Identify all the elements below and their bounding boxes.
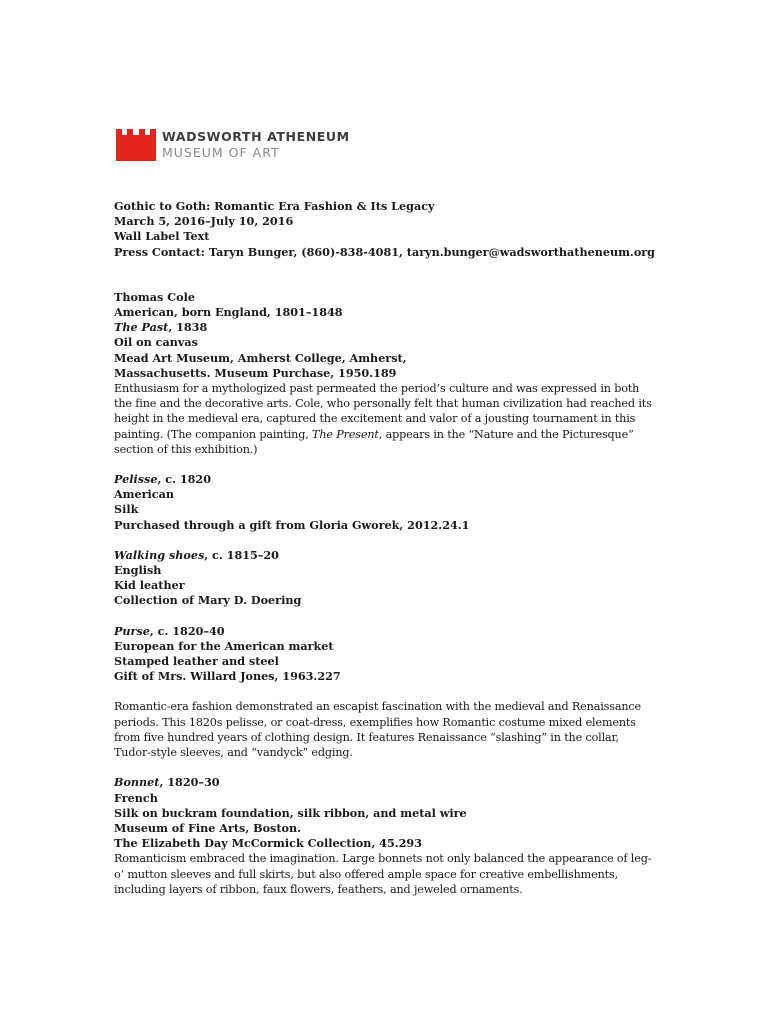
bonnet-title: Bonnet: [114, 775, 160, 790]
credit-line-1: Mead Art Museum, Amherst College, Amherst,: [114, 350, 407, 365]
pelisse-origin: American: [114, 487, 174, 502]
work-title: The Past: [114, 320, 169, 335]
work-medium: Oil on canvas: [114, 335, 198, 350]
press-contact: Press Contact: Taryn Bunger, (860)-838-4081, taryn.bunger@wadsworthatheneum.org: [114, 244, 656, 259]
bonnet-origin: French: [114, 790, 158, 805]
cole-description: [114, 381, 659, 457]
document-type: Wall Label Text: [114, 229, 210, 244]
bonnet-date: , 1820–30: [159, 775, 220, 790]
exhibition-title: Gothic to Goth: Romantic Era Fashion & Its Legacy: [114, 199, 435, 213]
castle-icon: [116, 129, 156, 161]
shoes-title: Walking shoes: [114, 547, 205, 562]
shoes-credit: Collection of Mary D. Doering: [114, 593, 302, 608]
label-text: [114, 199, 674, 897]
work-date: , 1838: [168, 320, 208, 335]
purse-origin: European for the American market: [114, 638, 334, 653]
exhibition-dates: March 5, 2016–July 10, 2016: [114, 214, 294, 229]
cole-desc-title: The Present: [312, 427, 379, 441]
bonnet-credit-2: The Elizabeth Day McCormick Collection, 45.293: [114, 836, 423, 851]
purse-title-line: [114, 624, 674, 639]
purse-date: , c. 1820–40: [149, 623, 225, 638]
pelisse-date: , c. 1820: [157, 472, 211, 487]
bonnet-description: Romanticism embraced the imagination. Large bonnets not only balanced the appearance of leg-o’ mutton sleeves and full skirts, but also offered ample space for creative embellishments, including layers of ribbon, faux flowers, feathers, and jeweled ornaments.: [114, 852, 652, 896]
bonnet-medium: Silk on buckram foundation, silk ribbon, and metal wire: [114, 805, 467, 820]
shoes-medium: Kid leather: [114, 578, 185, 593]
logo-wordmark: [162, 131, 350, 159]
shoes-origin: English: [114, 563, 162, 578]
bonnet-credit-1: Museum of Fine Arts, Boston.: [114, 820, 302, 835]
artist-name: Thomas Cole: [114, 289, 195, 304]
pelisse-title: Pelisse: [114, 472, 158, 487]
bonnet-title-line: [114, 775, 674, 790]
pelisse-title-line: [114, 472, 674, 487]
fashion-description: Romantic-era fashion demonstrated an escapist fascination with the medieval and Renaissance periods. This 1820s pelisse, or coat-dress, exemplifies how Romantic costume mixed elements from five hundred years of clothing design. It features Renaissance “slashing” in the collar, Tudor-style sleeves, and “vandyck” edging.: [114, 700, 641, 760]
purse-medium: Stamped leather and steel: [114, 654, 279, 669]
shoes-date: , c. 1815–20: [204, 547, 279, 562]
credit-line-2: Massachusetts. Museum Purchase, 1950.189: [114, 365, 397, 380]
logo-line-2: MUSEUM OF ART: [162, 144, 280, 160]
artist-nationality: American, born England, 1801–1848: [114, 305, 343, 320]
work-title-line: [114, 320, 674, 335]
cole-desc-b: , appears in the “Nature and the Picturesque” section of this exhibition.): [114, 427, 634, 456]
pelisse-credit: Purchased through a gift from Gloria Gworek, 2012.24.1: [114, 517, 470, 532]
cole-desc-a: Enthusiasm for a mythologized past permeated the period’s culture and was expressed in both the fine and the decorative arts. Cole, who personally felt that human civilization had reached its height in the medieval era, captured the excitement and valor of a jousting tournament in this painting. (The companion painting,: [114, 382, 652, 441]
museum-logo: [116, 128, 350, 162]
purse-title: Purse: [114, 623, 150, 638]
pelisse-medium: Silk: [114, 502, 139, 517]
logo-line-1: WADSWORTH ATHENEUM: [162, 129, 350, 144]
purse-credit: Gift of Mrs. Willard Jones, 1963.227: [114, 669, 341, 684]
shoes-title-line: [114, 548, 674, 563]
